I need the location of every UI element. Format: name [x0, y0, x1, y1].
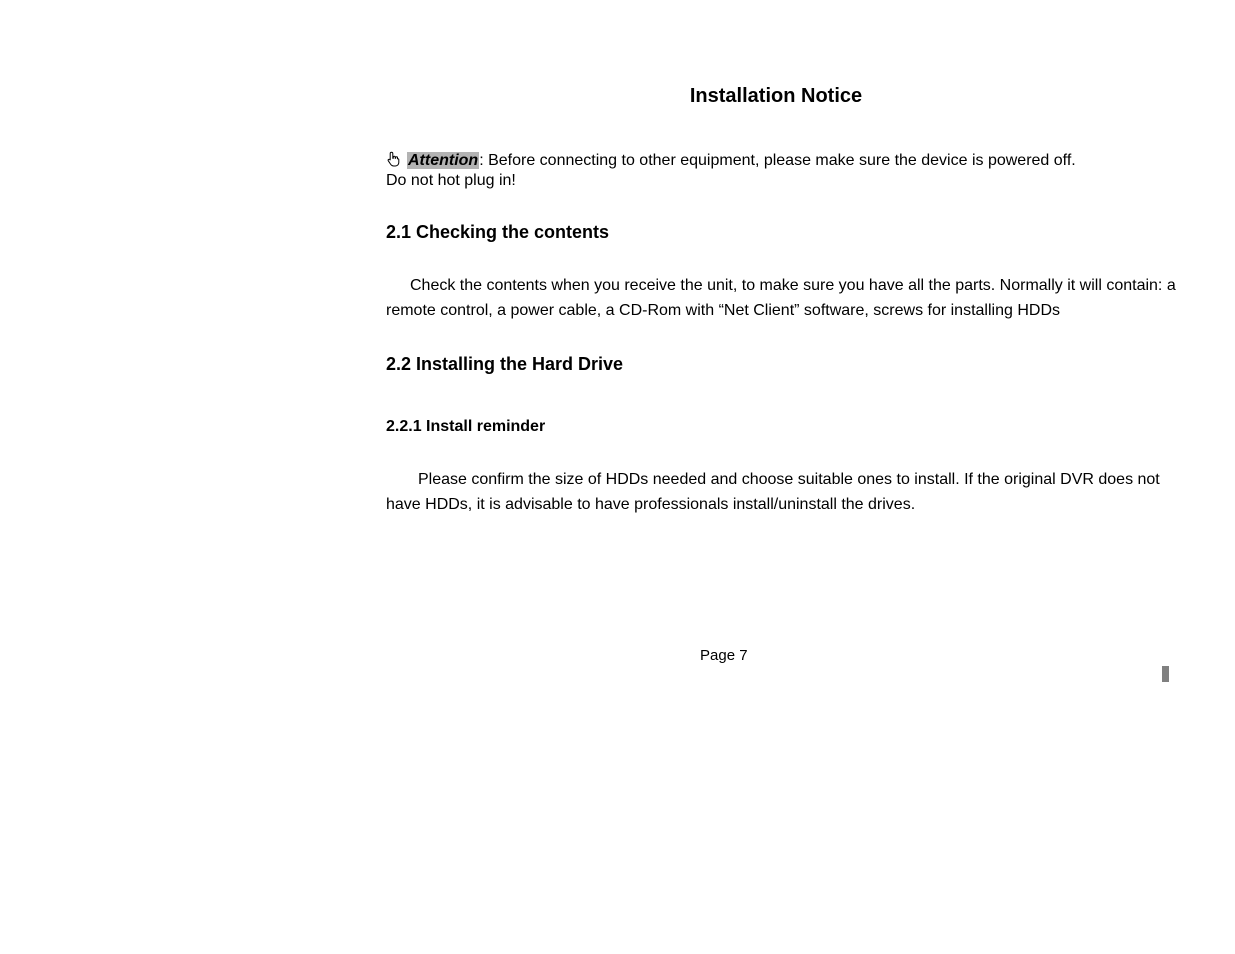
checking-contents-paragraph: Check the contents when you receive the unit, to make sure you have all the parts. Normally it will contain: a remote control, a power cable, a CD-Rom with “Net Client” software, screws for installing HDDs — [386, 277, 1176, 319]
section-heading-checking-contents: 2.1 Checking the contents — [386, 222, 610, 242]
attention-text: : Before connecting to other equipment, please make sure the device is powered off. — [479, 152, 1076, 169]
attention-text-second-line: Do not hot plug in! — [386, 172, 516, 189]
subsection-heading-install-reminder: 2.2.1 Install reminder — [386, 418, 546, 435]
install-reminder-paragraph: Please confirm the size of HDDs needed and choose suitable ones to install. If the original DVR does not have HDDs, it is advisable to have professionals install/uninstall the drives. — [386, 471, 1160, 513]
section-heading-installing-hard-drive: 2.2 Installing the Hard Drive — [386, 354, 624, 374]
page-edge-marker — [1162, 666, 1169, 682]
attention-notice — [386, 151, 1186, 191]
page-title: Installation Notice — [689, 85, 863, 107]
pointing-hand-icon — [386, 151, 402, 167]
attention-label: Attention — [408, 152, 479, 169]
page-number: Page 7 — [700, 647, 748, 664]
